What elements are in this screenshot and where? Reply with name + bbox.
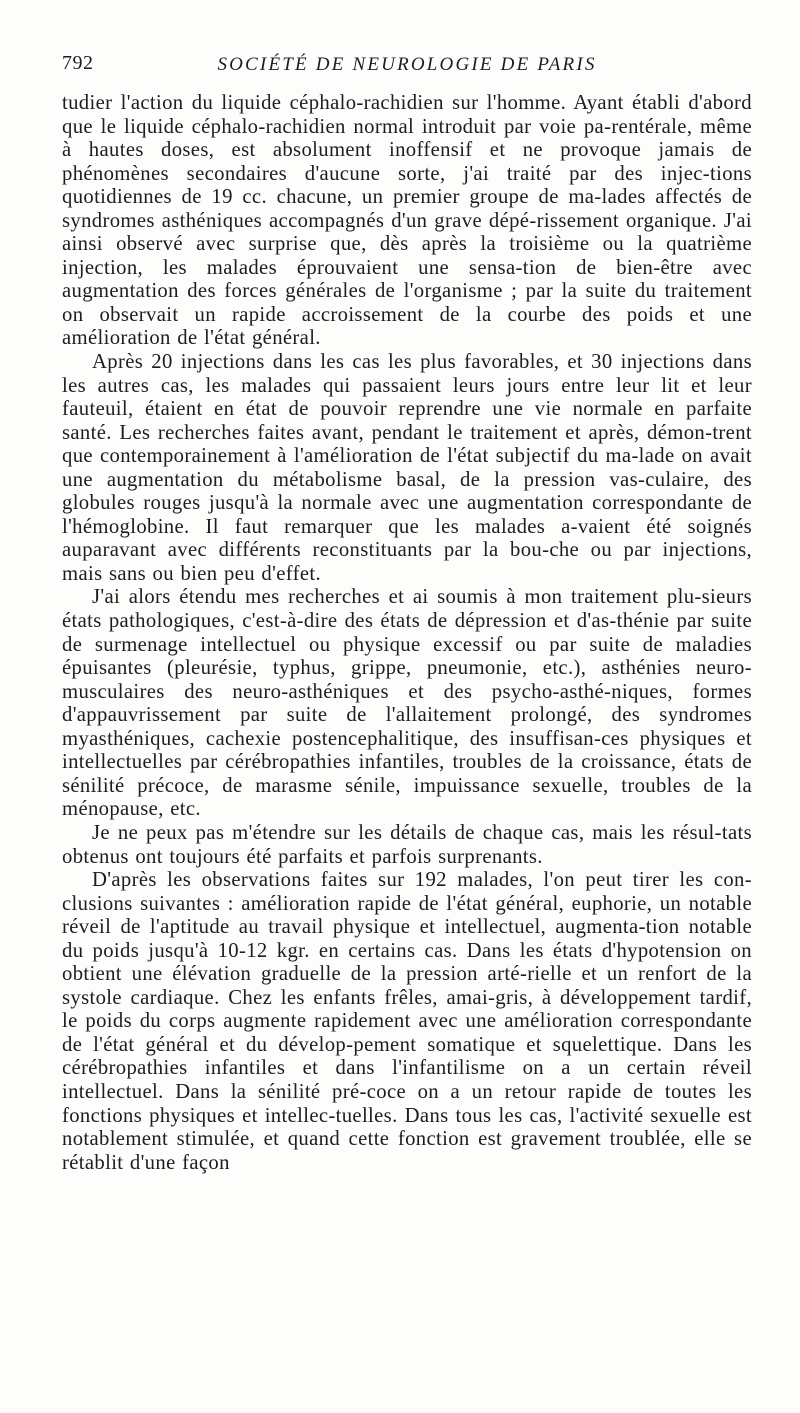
body-text <box>62 92 752 1175</box>
page-number: 792 <box>62 52 94 74</box>
paragraph: D'après les observations faites sur 192 malades, l'on peut tirer les con-clusions suivantes : amélioration rapide de l'état général, euphorie, un notable réveil de l'aptitude au travail physique et intellectuel, augmenta-tion notable du poids jusqu'à 10-12 kgr. en certains cas. Dans les états d'hypotension on obtient une élévation graduelle de la pression arté-rielle et un renfort de la systole cardiaque. Chez les enfants frêles, amai-gris, à développement tardif, le poids du corps augmente rapidement avec une amélioration correspondante de l'état général et du dévelop-pement somatique et squelettique. Dans les cérébropathies infantiles et dans l'infantilisme on a un certain réveil intellectuel. Dans la sénilité pré-coce on a un retour rapide de toutes les fonctions physiques et intellec-tuelles. Dans tous les cas, l'activité sexuelle est notablement stimulée, et quand cette fonction est gravement troublée, elle se rétablit d'une façon <box>62 869 752 1174</box>
paragraph: Je ne peux pas m'étendre sur les détails de chaque cas, mais les résul-tats obtenus ont toujours été parfaits et parfois surprenants. <box>62 821 752 868</box>
journal-title: SOCIÉTÉ DE NEUROLOGIE DE PARIS <box>217 54 597 75</box>
paragraph: tudier l'action du liquide céphalo-rachidien sur l'homme. Ayant établi d'abord que le liquide céphalo-rachidien normal introduit par voie pa-rentérale, même à hautes doses, est absolument inoffensif et ne provoque jamais de phénomènes secondaires d'aucune sorte, j'ai traité par des injec-tions quotidiennes de 19 cc. chacune, un premier groupe de ma-lades affectés de syndromes asthéniques accompagnés d'un grave dépé-rissement organique. J'ai ainsi observé avec surprise que, dès après la troisième ou la quatrième injection, les malades éprouvaient une sensa-tion de bien-être avec augmentation des forces générales de l'organisme ; par la suite du traitement on observait un rapide accroissement de la courbe des poids et une amélioration de l'état général. <box>62 92 752 350</box>
paragraph: J'ai alors étendu mes recherches et ai soumis à mon traitement plu-sieurs états pathologiques, c'est-à-dire des états de dépression et d'as-thénie par suite de surmenage intellectuel ou physique excessif ou par suite de maladies épuisantes (pleurésie, typhus, grippe, pneumonie, etc.), asthénies neuro-musculaires des neuro-asthéniques et des psycho-asthé-niques, formes d'appauvrissement par suite de l'allaitement prolongé, des syndromes myasthéniques, cachexie postencephalitique, des insuffisan-ces physiques et intellectuelles par cérébropathies infantiles, troubles de la croissance, états de sénilité précoce, de marasme sénile, impuissance sexuelle, troubles de la ménopause, etc. <box>62 586 752 821</box>
running-head <box>62 52 752 82</box>
paragraph: Après 20 injections dans les cas les plus favorables, et 30 injections dans les autres cas, les malades qui passaient leurs jours entre leur lit et leur fauteuil, étaient en état de pouvoir reprendre une vie normale en parfaite santé. Les recherches faites avant, pendant le traitement et après, démon-trent que contemporainement à l'amélioration de l'état subjectif du ma-lade on avait une augmentation du métabolisme basal, de la pression vas-culaire, des globules rouges jusqu'à la normale avec une augmentation correspondante de l'hémoglobine. Il faut remarquer que les malades a-vaient été soignés auparavant avec différents reconstituants par la bou-che ou par injections, mais sans ou bien peu d'effet. <box>62 351 752 585</box>
